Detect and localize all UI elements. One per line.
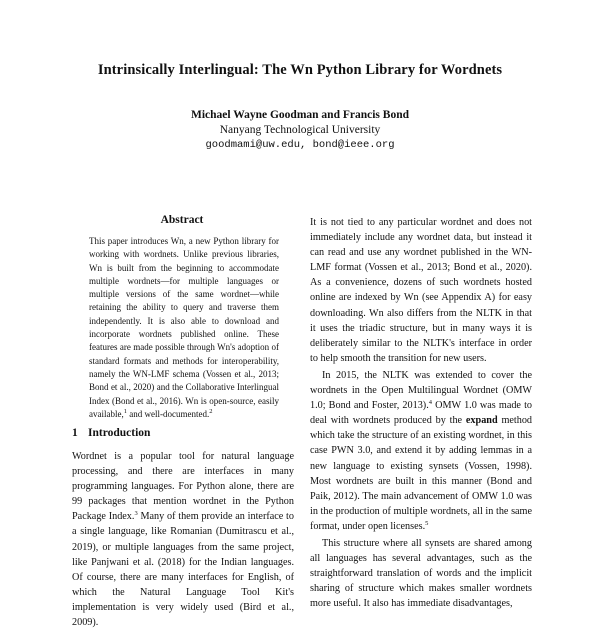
affiliation: Nanyang Technological University: [219, 124, 381, 136]
section-heading-introduction: [72, 427, 292, 439]
omw-text-continued: OMW 1.0 was made to deal with wordnets produced by the: [310, 400, 532, 427]
footnote-mark-3: 3: [134, 510, 138, 518]
abstract-body: [89, 235, 279, 421]
right-paragraph-2: [310, 368, 532, 534]
abstract-text: This paper introduces Wn, a new Python library for working with wordnets. Unlike previous libraries, Wn is built from the beginning to accommodate multiple wordnets—for multiple languages or multiple versions of the same wordnet—while retaining the ability to query and traverse them independently. It is also able to download and incorporate wordnets published online. These features are made possible through Wn's adoption of standard formats and methods for interoperability, namely the WN-LMF schema (Vossen et al., 2013; Bond et al., 2020) and the Collaborative Interlingual Index (Bond et al., 2016). Wn is open-source, easily available,: [89, 236, 279, 419]
section-title: Introduction: [88, 427, 151, 439]
intro-text: Wordnet is a popular tool for natural language processing, and there are interfaces in many programming languages. For Python alone, there are 99 packages that mention wordnet in the Python Package Index.: [72, 451, 294, 523]
footnote-mark-4: 4: [428, 399, 432, 407]
author-names: Michael Wayne Goodman and Francis Bond: [190, 109, 409, 121]
omw-text: In 2015, the NLTK was extended to cover the wordnets in the Open Multilingual Wordnet (OMW 1.0; Bond and Foster, 2013).: [310, 369, 532, 412]
omw-text-end: method which take the structure of an existing wordnet, in this case PWN 3.0, and extend it by adding lemmas in a new language to existing synsets (Vossen, 1998). Most wordnets are built in this manner (Bond and Paik, 2012). The main advancement of OMW 1.0 was in the production of multiple wordnets, all in the same format, under open licenses.: [310, 415, 533, 532]
abstract-heading: Abstract: [160, 214, 204, 226]
abstract-text-end: and well-documented.: [126, 408, 210, 419]
paper-title: Intrinsically Interlingual: The Wn Python Library for Wordnets: [97, 62, 503, 78]
intro-paragraph-1: [72, 449, 294, 630]
right-paragraph-3: This structure where all synsets are shared among all languages has several advantages, such as the straightforward translation of words and the implicit sharing of structure which makes smaller wordnets more useful. It also has immediate disadvantages,: [310, 537, 532, 610]
right-paragraph-1: It is not tied to any particular wordnet and does not immediately include any wordnet data, but instead it can read and use any wordnet published in the WN-LMF format (Vossen et al., 2013; Bond et al., 2020). As a convenience, dozens of such wordnets hosted online are indexed by Wn (see Appendix A) for easy downloading. Wn also differs from the NLTK in that it uses the triadic structure, but in many ways it is deliberately similar to the NLTK's interface in order to help smooth the transition for new users.: [310, 217, 532, 364]
expand-term: expand: [465, 415, 498, 427]
footnote-mark-5: 5: [425, 519, 429, 527]
footnote-mark-2: 2: [209, 407, 213, 415]
section-number: 1: [72, 427, 78, 439]
right-column-body: [310, 215, 532, 613]
intro-text-continued: Many of them provide an interface to a single language, like Romanian (Dumitrascu et al., 2019), or multiple languages from the same project, like Panjwani et al. (2018) for the Indian languages. Of course, there are many interfaces for English, of which the Natural Language Tool Kit's implementation is very widely used (Bird et al., 2009).: [72, 511, 294, 629]
footnote-mark-1: 1: [123, 407, 127, 415]
author-emails: goodmami@uw.edu, bond@ieee.org: [205, 139, 395, 151]
left-column-body: [72, 449, 294, 630]
